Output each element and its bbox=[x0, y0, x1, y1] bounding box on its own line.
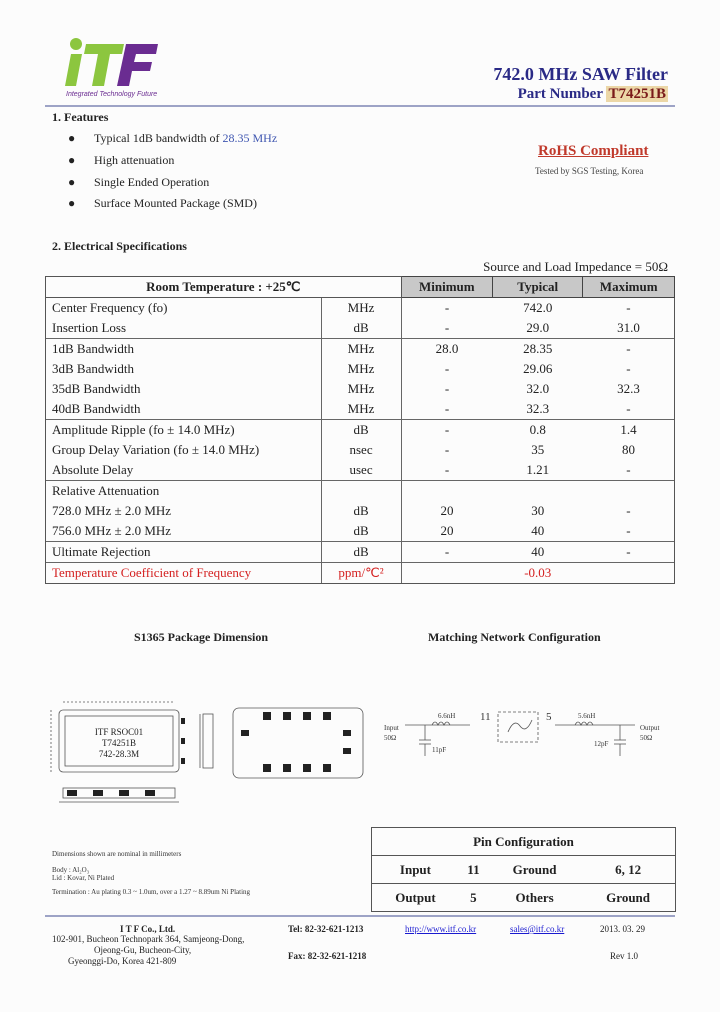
spec-typ: 32.3 bbox=[526, 401, 550, 416]
spec-typ: 29.0 bbox=[526, 320, 550, 335]
spec-min: 20 bbox=[440, 523, 454, 538]
table-row bbox=[46, 420, 675, 441]
features-heading: 1. Features bbox=[52, 110, 109, 124]
pin-5-label: 5 bbox=[546, 711, 552, 723]
bandwidth-value: 28.35 MHz bbox=[222, 131, 278, 145]
fax: Fax: 82-32-621-1218 bbox=[288, 951, 367, 961]
table-row bbox=[46, 521, 675, 542]
spec-param: 35dB Bandwidth bbox=[46, 379, 322, 399]
cap-right: 12pF bbox=[594, 740, 609, 748]
table-row: Output 5 Others Ground bbox=[372, 884, 676, 912]
table-row bbox=[46, 379, 675, 399]
output-ohm: 50Ω bbox=[640, 734, 653, 742]
spec-max: - bbox=[583, 359, 675, 379]
table-row bbox=[46, 542, 675, 563]
spec-min: - bbox=[444, 401, 450, 416]
rohs-note: Tested by SGS Testing, Korea bbox=[535, 166, 644, 176]
pin-config-title-row bbox=[372, 828, 676, 856]
spec-unit: nsec bbox=[321, 440, 401, 460]
spec-typ: 742.0 bbox=[523, 300, 553, 315]
spec-param: Ultimate Rejection bbox=[46, 542, 322, 563]
tcf-param: Temperature Coefficient of Frequency bbox=[46, 563, 322, 584]
spec-table bbox=[45, 276, 675, 584]
pin-config-table bbox=[371, 827, 676, 912]
spec-max: - bbox=[583, 399, 675, 420]
revision-date: 2013. 03. 29 bbox=[600, 924, 645, 934]
spec-typ: 30 bbox=[531, 503, 545, 518]
address-line-2: Ojeong-Gu, Bucheon-City, bbox=[94, 945, 192, 955]
feature-item: ● High attenuation bbox=[68, 153, 175, 167]
table-row bbox=[46, 481, 675, 502]
table-row bbox=[46, 440, 675, 460]
table-row bbox=[46, 298, 675, 319]
tcf-typ: -0.03 bbox=[401, 563, 674, 584]
table-row bbox=[46, 318, 675, 339]
spec-min bbox=[401, 481, 492, 502]
tel: Tel: 82-32-621-1213 bbox=[288, 924, 364, 934]
spec-max: - bbox=[583, 521, 675, 542]
pin-11-label: 11 bbox=[480, 711, 491, 723]
spec-typ: 32.0 bbox=[526, 381, 550, 396]
output-label: Output bbox=[640, 724, 660, 732]
rohs-badge: RoHS Compliant bbox=[538, 143, 649, 159]
cap-left: 11pF bbox=[432, 746, 447, 754]
spec-param: Group Delay Variation (fo ± 14.0 MHz) bbox=[46, 440, 322, 460]
marking-line-1: ITF RSOC01 bbox=[94, 727, 144, 737]
spec-min: - bbox=[444, 361, 450, 376]
max-header: Maximum bbox=[583, 277, 675, 298]
spec-typ bbox=[493, 481, 583, 502]
spec-max: 32.3 bbox=[583, 379, 675, 399]
spec-max: - bbox=[583, 339, 675, 360]
spec-typ: 29.06 bbox=[523, 361, 553, 376]
min-header: Minimum bbox=[401, 277, 492, 298]
spec-param: Amplitude Ripple (fo ± 14.0 MHz) bbox=[46, 420, 322, 441]
spec-typ: 0.8 bbox=[493, 420, 583, 441]
feature-item: ● Typical 1dB bandwidth of 28.35 MHz bbox=[68, 131, 278, 145]
electrical-heading: 2. Electrical Specifications bbox=[52, 239, 187, 253]
typ-header: Typical bbox=[493, 277, 583, 298]
feature-item: ● Single Ended Operation bbox=[68, 175, 210, 189]
spec-unit: MHz bbox=[321, 379, 401, 399]
spec-header-row bbox=[46, 277, 675, 298]
spec-min: 20 bbox=[440, 503, 454, 518]
spec-max: - bbox=[583, 542, 675, 563]
spec-min: - bbox=[401, 420, 492, 441]
inductor-right: 5.6nH bbox=[578, 712, 596, 720]
room-temp-header: Room Temperature : +25℃ bbox=[46, 277, 402, 298]
spec-unit: dB bbox=[321, 501, 401, 521]
spec-max: - bbox=[583, 460, 675, 481]
spec-typ: 28.35 bbox=[493, 339, 583, 360]
company-name: I T F Co., Ltd. bbox=[120, 924, 176, 934]
input-label: Input bbox=[384, 724, 399, 732]
tcf-row bbox=[46, 563, 675, 584]
spec-max: - bbox=[583, 501, 675, 521]
table-row bbox=[46, 359, 675, 379]
table-row: Input 11 Ground 6, 12 bbox=[372, 856, 676, 884]
header-divider bbox=[45, 105, 675, 107]
table-row bbox=[46, 339, 675, 360]
spec-min: - bbox=[444, 381, 450, 396]
spec-min: - bbox=[444, 300, 450, 315]
website-link[interactable]: http://www.itf.co.kr bbox=[405, 924, 477, 934]
spec-max: 31.0 bbox=[583, 318, 675, 339]
spec-max: 80 bbox=[583, 440, 675, 460]
spec-min: - bbox=[444, 442, 450, 457]
table-row bbox=[46, 399, 675, 420]
termination-note: Termination : Au plating 0.3 ~ 1.0um, over a 1.27 ~ 8.89um Ni Plating bbox=[52, 888, 251, 896]
marking-line-3: 742-28.3M bbox=[98, 749, 140, 759]
table-row bbox=[46, 460, 675, 481]
spec-max bbox=[583, 481, 675, 502]
spec-typ: 40 bbox=[531, 523, 545, 538]
lid-note: Lid : Kovar, Ni Plated bbox=[52, 874, 115, 882]
matching-title: Matching Network Configuration bbox=[428, 630, 601, 644]
spec-unit: MHz bbox=[321, 298, 401, 319]
spec-typ: 1.21 bbox=[526, 462, 550, 477]
spec-typ: 35 bbox=[531, 442, 545, 457]
document-title: 742.0 MHz SAW Filter bbox=[493, 64, 668, 84]
spec-max: 1.4 bbox=[583, 420, 675, 441]
spec-unit: dB bbox=[321, 521, 401, 542]
address-line-1: 102-901, Bucheon Technopark 364, Samjeong-Dong, bbox=[52, 934, 245, 944]
spec-param: 728.0 MHz ± 2.0 MHz bbox=[46, 501, 322, 521]
logo-tagline: Integrated Technology Future bbox=[66, 91, 158, 98]
spec-param: 756.0 MHz ± 2.0 MHz bbox=[46, 521, 322, 542]
spec-unit: MHz bbox=[321, 399, 401, 420]
inductor-left: 6.6nH bbox=[438, 712, 456, 720]
body-note: Body : Al₂O₃ bbox=[52, 866, 90, 874]
part-number-line bbox=[518, 86, 668, 103]
spec-unit bbox=[321, 481, 401, 502]
address-line-3: Gyeonggi-Do, Korea 421-809 bbox=[68, 956, 177, 966]
spec-unit: usec bbox=[321, 460, 401, 481]
part-number-value: T74251B bbox=[608, 86, 666, 102]
spec-param: Insertion Loss bbox=[46, 318, 322, 339]
part-number-label: Part Number bbox=[517, 86, 603, 102]
spec-param: 3dB Bandwidth bbox=[46, 359, 322, 379]
spec-unit: MHz bbox=[321, 339, 401, 360]
dimension-note: Dimensions shown are nominal in millimeters bbox=[52, 850, 182, 858]
spec-param: Absolute Delay bbox=[46, 460, 322, 481]
spec-unit: dB bbox=[321, 420, 401, 441]
spec-min: 28.0 bbox=[401, 339, 492, 360]
itf-logo bbox=[62, 36, 162, 106]
spec-param: 1dB Bandwidth bbox=[46, 339, 322, 360]
spec-unit: dB bbox=[321, 542, 401, 563]
spec-min: - bbox=[401, 542, 492, 563]
spec-param: Relative Attenuation bbox=[46, 481, 322, 502]
spec-unit: dB bbox=[321, 318, 401, 339]
matching-network-diagram bbox=[380, 700, 675, 770]
spec-min: - bbox=[444, 462, 450, 477]
package-drawing bbox=[45, 690, 380, 815]
footer-divider bbox=[45, 915, 675, 917]
spec-param: 40dB Bandwidth bbox=[46, 399, 322, 420]
email-link[interactable]: sales@itf.co.kr bbox=[510, 924, 565, 934]
spec-typ: 40 bbox=[493, 542, 583, 563]
package-title: S1365 Package Dimension bbox=[134, 630, 269, 644]
spec-body bbox=[46, 298, 675, 584]
spec-min: - bbox=[444, 320, 450, 335]
impedance-note: Source and Load Impedance = 50Ω bbox=[483, 259, 668, 274]
spec-unit: MHz bbox=[321, 359, 401, 379]
revision-number: Rev 1.0 bbox=[610, 951, 638, 961]
feature-item: ● Surface Mounted Package (SMD) bbox=[68, 196, 257, 210]
spec-param: Center Frequency (fo) bbox=[46, 298, 322, 319]
tcf-unit: ppm/℃² bbox=[321, 563, 401, 584]
input-ohm: 50Ω bbox=[384, 734, 397, 742]
marking-line-2: T74251B bbox=[101, 738, 137, 748]
table-row bbox=[46, 501, 675, 521]
spec-max: - bbox=[583, 298, 675, 319]
pin-config-title: Pin Configuration bbox=[372, 828, 676, 856]
